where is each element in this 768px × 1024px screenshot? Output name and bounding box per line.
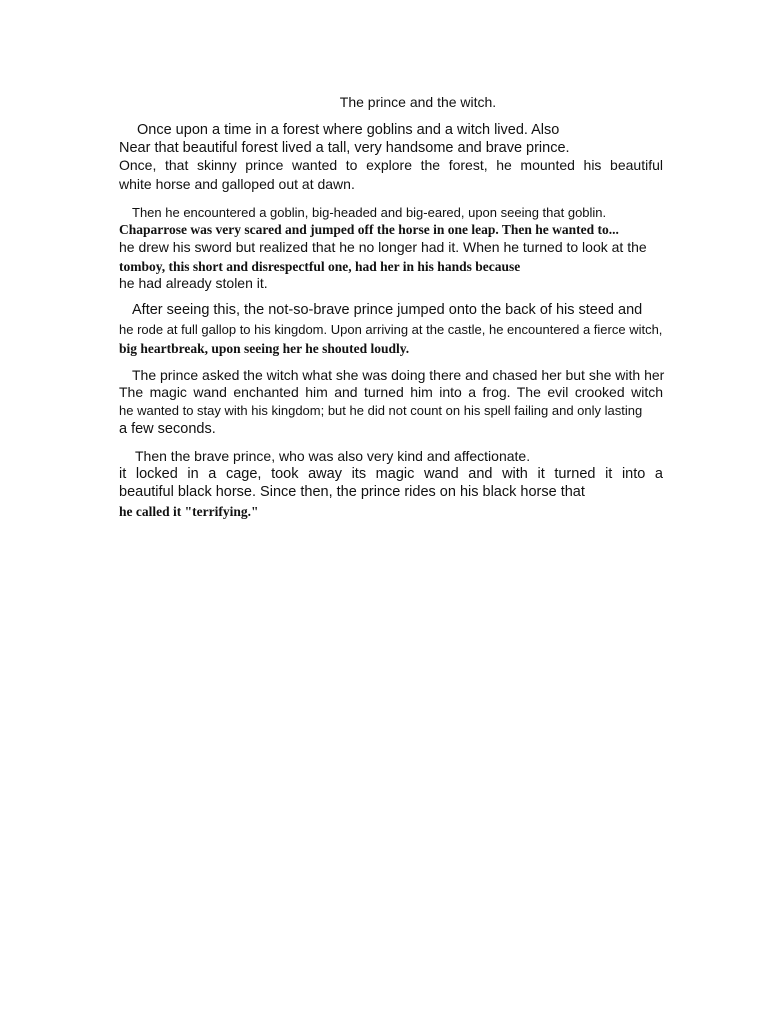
paragraph-4-line-2: The magic wand enchanted him and turned him into a frog. The evil crooked witch (119, 384, 663, 400)
paragraph-2-line-2: Chaparrose was very scared and jumped off the horse in one leap. Then he wanted to... (119, 222, 619, 237)
paragraph-3-line-1: After seeing this, the not-so-brave prince jumped onto the back of his steed and (132, 302, 643, 318)
paragraph-5-line-2: it locked in a cage, took away its magic wand and with it turned it into a (119, 466, 663, 482)
paragraph-1-line-2: Near that beautiful forest lived a tall, very handsome and brave prince. (119, 140, 570, 156)
paragraph-2-line-3: he drew his sword but realized that he no longer had it. When he turned to look at the (119, 239, 647, 255)
paragraph-5-line-3: beautiful black horse. Since then, the prince rides on his black horse that (119, 484, 585, 500)
paragraph-1-line-3: Once, that skinny prince wanted to explore the forest, he mounted his beautiful (119, 157, 663, 173)
paragraph-5-line-4: he called it "terrifying." (119, 504, 259, 519)
paragraph-4-line-3: he wanted to stay with his kingdom; but he did not count on his spell failing and only lasting (119, 403, 643, 418)
paragraph-3-line-2: he rode at full gallop to his kingdom. Upon arriving at the castle, he encountered a fierce witch, (119, 322, 663, 337)
paragraph-1-line-1: Once upon a time in a forest where goblins and a witch lived. Also (137, 122, 560, 138)
paragraph-1-line-4: white horse and galloped out at dawn. (119, 176, 355, 192)
document-title: The prince and the witch. (339, 94, 497, 110)
paragraph-5-line-1: Then the brave prince, who was also very kind and affectionate. (135, 448, 531, 464)
paragraph-4-line-1: The prince asked the witch what she was doing there and chased her but she with her (132, 367, 665, 383)
paragraph-2-line-5: he had already stolen it. (119, 275, 268, 291)
paragraph-3-line-3: big heartbreak, upon seeing her he shouted loudly. (119, 341, 410, 356)
paragraph-2-line-1: Then he encountered a goblin, big-headed and big-eared, upon seeing that goblin. (132, 205, 607, 220)
paragraph-4-line-4: a few seconds. (119, 421, 216, 437)
paragraph-2-line-4: tomboy, this short and disrespectful one, had her in his hands because (119, 259, 521, 274)
